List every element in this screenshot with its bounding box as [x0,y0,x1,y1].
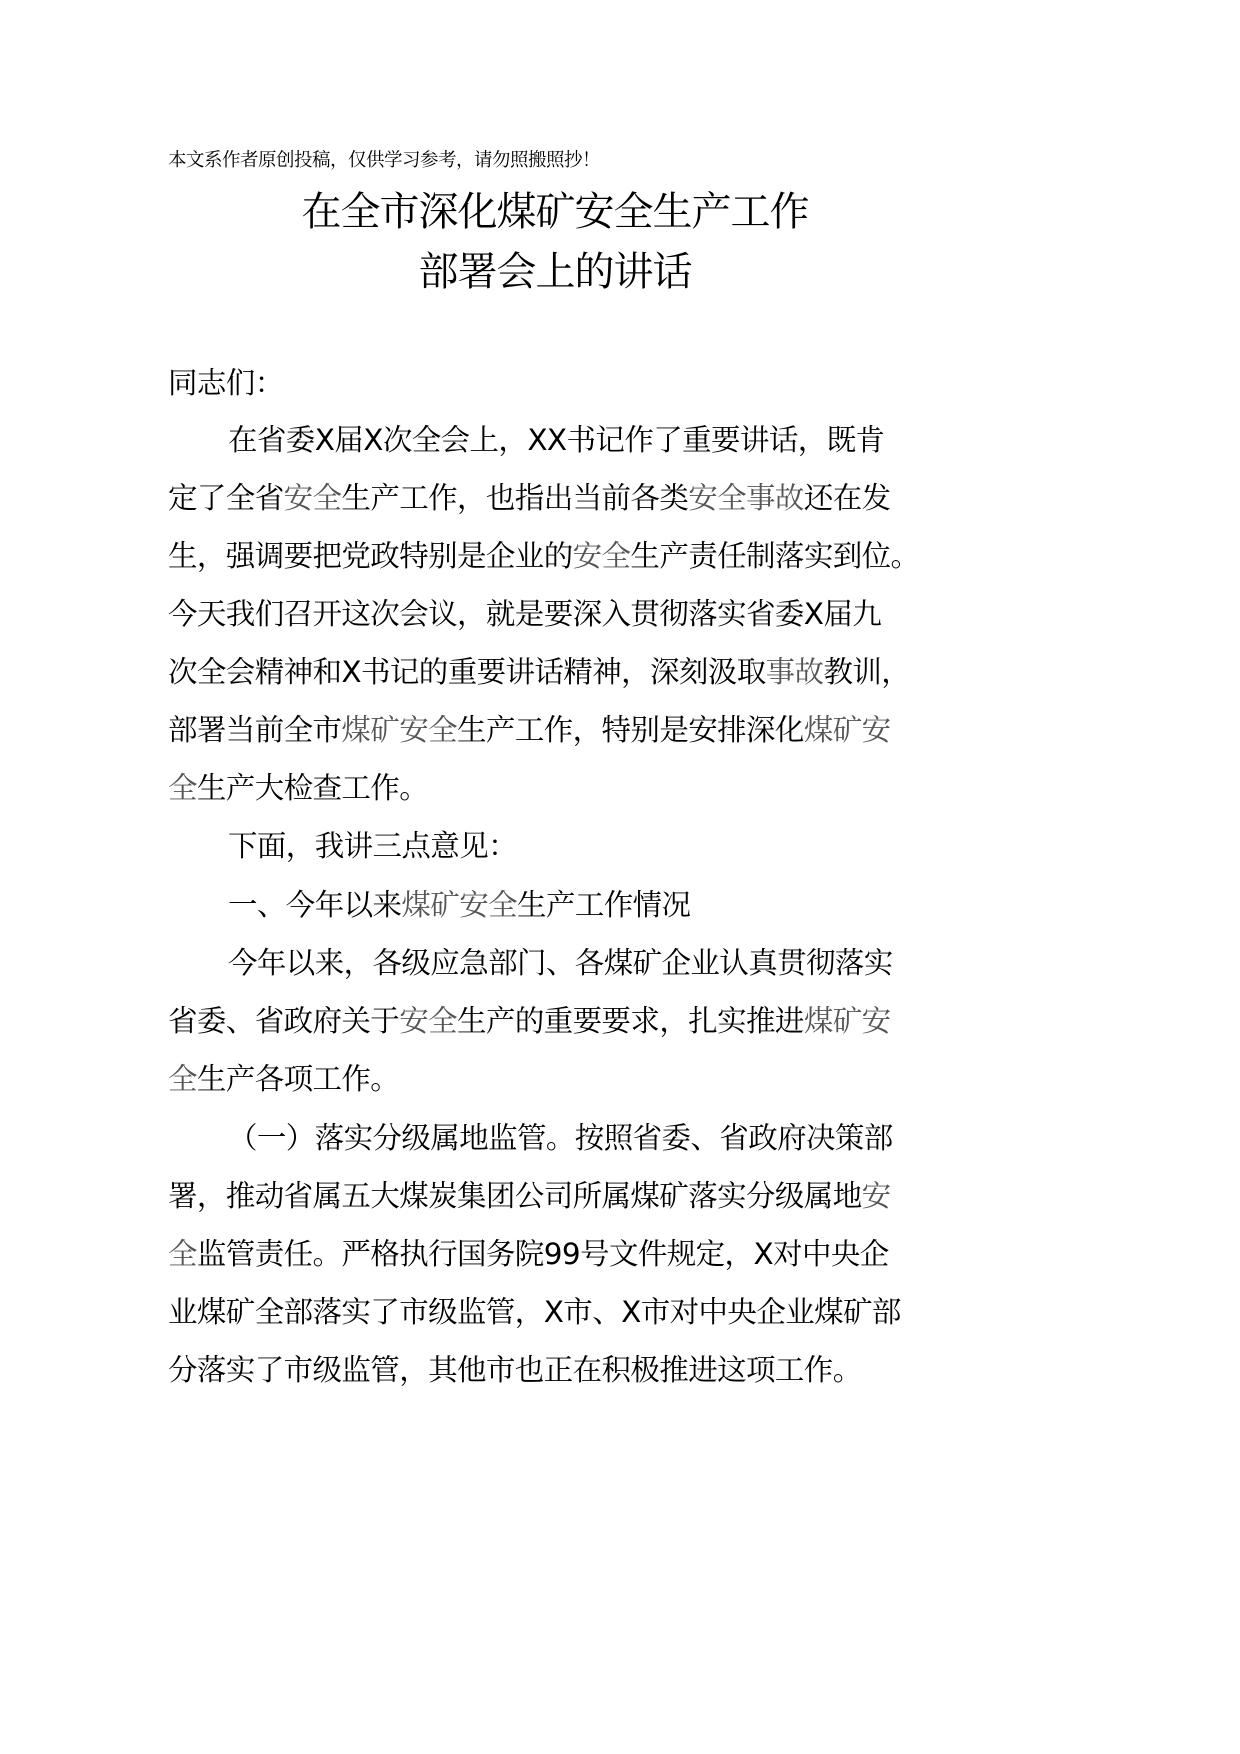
text-segment: 生产的重要要求，扎实推进 [457,1004,804,1038]
highlighted-term: 安全 [572,539,631,573]
text-line [168,478,891,518]
text-segment: 业煤矿全部落实了市级监管，X市、X市对中央企业煤矿部 [168,1295,901,1329]
text-line [168,536,919,576]
text-segment: 分落实了市级监管，其他市也正在积极推进这项工作。 [168,1353,862,1387]
text-segment: 定了全省 [168,481,284,515]
highlighted-term: 安全事故 [688,481,804,515]
text-line [168,768,428,808]
text-segment: 监管责任。严格执行国务院99号文件规定，X对中央企 [196,1237,889,1271]
text-segment: 部署当前全市 [168,713,342,747]
text-segment: 次全会精神和X书记的重要讲话精神，深刻汲取 [168,655,766,689]
text-segment: 还在发 [803,481,891,515]
text-line [168,1001,891,1041]
text-segment: 生产工作，也指出当前各类 [341,481,689,515]
text-segment: 在省委X届X次全会上，XX书记作了重要讲话，既肯 [228,423,885,457]
text-line [228,943,893,983]
text-line [168,1350,862,1390]
text-line [168,1292,901,1332]
highlighted-term: 全 [168,771,197,805]
highlighted-term: 安 [861,1179,891,1213]
text-segment: 生产各项工作。 [196,1062,400,1096]
text-segment: 同志们： [168,366,284,400]
text-line [168,710,891,750]
text-line [228,420,884,460]
text-line [168,594,881,634]
text-line [168,363,284,403]
text-segment: 今天我们召开这次会议，就是要深入贯彻落实省委X届九 [168,597,882,631]
highlighted-term: 煤矿安 [803,1004,891,1038]
highlighted-term: 安全 [283,481,342,515]
text-segment: 生产工作，特别是安排深化 [457,713,804,747]
text-line [228,826,517,866]
copyright-notice: 本文系作者原创投稿，仅供学习参考，请勿照搬照抄！ [168,150,601,171]
text-line [168,1234,889,1274]
text-line [168,652,910,692]
text-segment: 生产工作情况 [517,888,691,922]
highlighted-term: 全 [168,1237,197,1271]
text-segment: 署，推动省属五大煤炭集团公司所属煤矿落实分级属地 [168,1179,862,1213]
text-segment: 省委、省政府关于 [168,1004,400,1038]
highlighted-term: 全 [168,1062,197,1096]
highlighted-term: 煤矿安 [803,713,891,747]
highlighted-term: 煤矿安全 [401,888,518,922]
text-segment: 今年以来，各级应急部门、各煤矿企业认真贯彻落实 [228,946,893,980]
text-segment: 生，强调要把党政特别是企业的 [168,539,573,573]
document-title-line-1: 在全市深化煤矿安全生产工作 [301,189,809,235]
highlighted-term: 安全 [399,1004,458,1038]
document-title-line-2: 部署会上的讲话 [418,249,692,295]
text-segment: 一、今年以来 [228,888,402,922]
text-line [168,1176,891,1216]
text-line [228,885,690,925]
highlighted-term: 煤矿安全 [341,713,458,747]
text-segment: 下面，我讲三点意见： [228,829,518,863]
text-segment: 教训， [823,655,911,689]
highlighted-term: 事故 [765,655,824,689]
text-line [228,1118,893,1158]
text-segment: 生产大检查工作。 [196,771,429,805]
text-segment: （一）落实分级属地监管。按照省委、省政府决策部 [228,1121,893,1155]
text-segment: 生产责任制落实到位。 [630,539,920,573]
text-line [168,1059,399,1099]
